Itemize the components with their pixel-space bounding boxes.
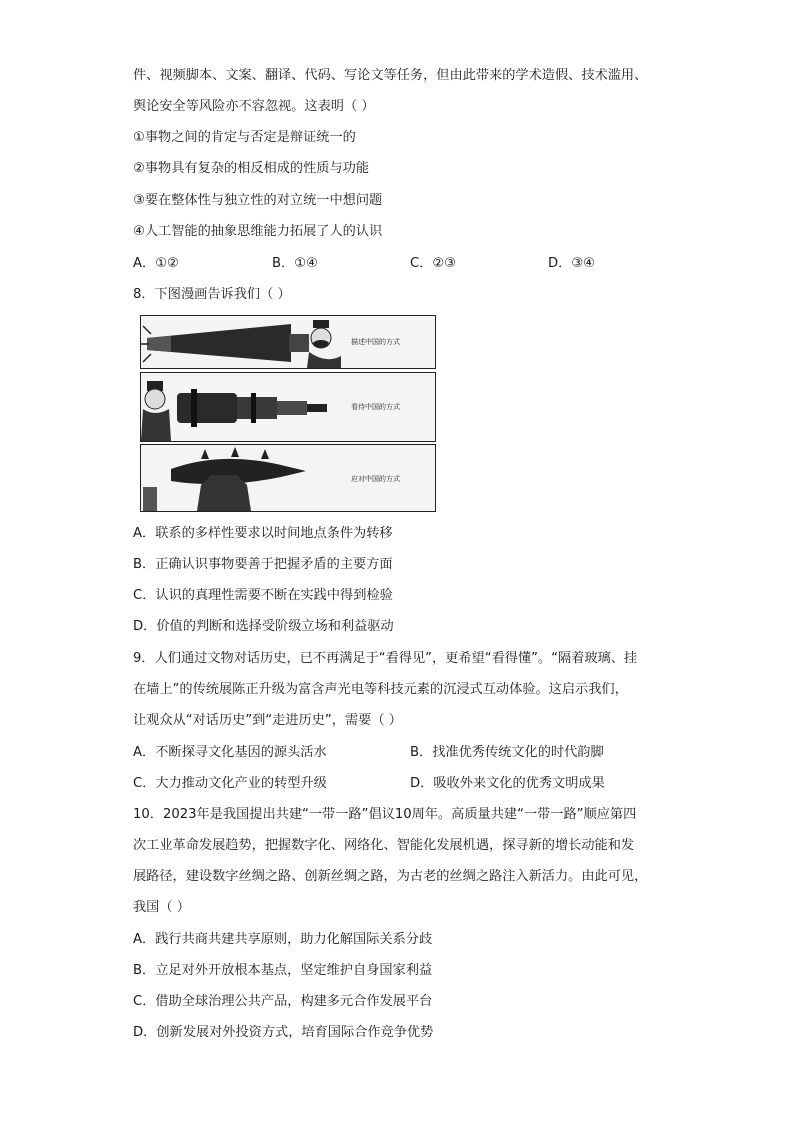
cartoon-panel-1: [140, 315, 436, 369]
q8-option-b[interactable]: B．正确认识事物要善于把握矛盾的主要方面: [133, 557, 393, 572]
q10-option-d[interactable]: D．创新发展对外投资方式，培育国际合作竞争优势: [133, 1025, 434, 1040]
q10-stem-line-3: 展路径，建设数字丝绸之路、创新丝绸之路，为古老的丝绸之路注入新活力。由此可见，: [133, 869, 648, 884]
q8-option-d[interactable]: D．价值的判断和选择受阶级立场和利益驱动: [133, 619, 394, 634]
caption-describe: 描述中国的方式: [351, 338, 400, 346]
q10-stem-line-1: 10．2023年是我国提出共建“一带一路”倡议10周年。高质量共建“一带一路”顺应第四: [133, 807, 637, 822]
q8-option-c[interactable]: C．认识的真理性需要不断在实践中得到检验: [133, 588, 393, 603]
q10-option-c[interactable]: C．借助全球治理公共产品，构建多元合作发展平台: [133, 994, 433, 1009]
q9-option-c[interactable]: C．大力推动文化产业的转型升级: [133, 776, 327, 791]
q9-option-b[interactable]: B．找准优秀传统文化的时代韵脚: [410, 745, 604, 760]
q7-item-2: ②事物具有复杂的相反相成的性质与功能: [133, 161, 370, 176]
q8-option-a[interactable]: A．联系的多样性要求以时间地点条件为转移: [133, 526, 393, 541]
q7-option-a[interactable]: A．①②: [133, 256, 179, 271]
q7-stem-line-1: 件、视频脚本、文案、翻译、代码、写论文等任务，但由此带来的学术造假、技术滥用、: [133, 68, 648, 83]
q10-option-b[interactable]: B．立足对外开放根本基点，坚定维护自身国家利益: [133, 963, 433, 978]
q9-stem-line-2: 在墙上”的传统展陈正升级为富含声光电等科技元素的沉浸式互动体验。这启示我们，: [133, 682, 628, 697]
q7-option-c[interactable]: C．②③: [410, 256, 457, 271]
q10-stem-line-4: 我国（ ）: [133, 900, 190, 915]
q7-item-4: ④人工智能的抽象思维能力拓展了人的认识: [133, 224, 383, 239]
cartoon-panel-2: [140, 372, 436, 442]
cartoon-panel-3: [140, 444, 436, 512]
q10-option-a[interactable]: A．践行共商共建共享原则，助力化解国际关系分歧: [133, 932, 433, 947]
q9-option-d[interactable]: D．吸收外来文化的优秀文明成果: [410, 776, 605, 791]
q7-item-3: ③要在整体性与独立性的对立统一中想问题: [133, 193, 383, 208]
q9-stem-line-3: 让观众从“对话历史”到“走进历史”，需要（ ）: [133, 713, 402, 728]
q9-option-a[interactable]: A．不断探寻文化基因的源头活水: [133, 745, 327, 760]
caption-respond: 应对中国的方式: [351, 475, 400, 483]
q7-stem-line-2: 舆论安全等风险亦不容忽视。这表明（ ）: [133, 99, 375, 114]
q7-option-d[interactable]: D．③④: [548, 256, 595, 271]
q10-stem-line-2: 次工业革命发展趋势，把握数字化、网络化、智能化发展机遇，探寻新的增长动能和发: [133, 838, 635, 853]
q7-item-1: ①事物之间的肯定与否定是辩证统一的: [133, 130, 356, 145]
caption-view: 看待中国的方式: [351, 403, 400, 411]
q7-option-b[interactable]: B．①④: [272, 256, 318, 271]
q9-stem-line-1: 9．人们通过文物对话历史，已不再满足于“看得见”，更希望“看得懂”。“隔着玻璃、挂: [133, 651, 638, 666]
q8-stem: 8．下图漫画告诉我们（ ）: [133, 287, 291, 302]
